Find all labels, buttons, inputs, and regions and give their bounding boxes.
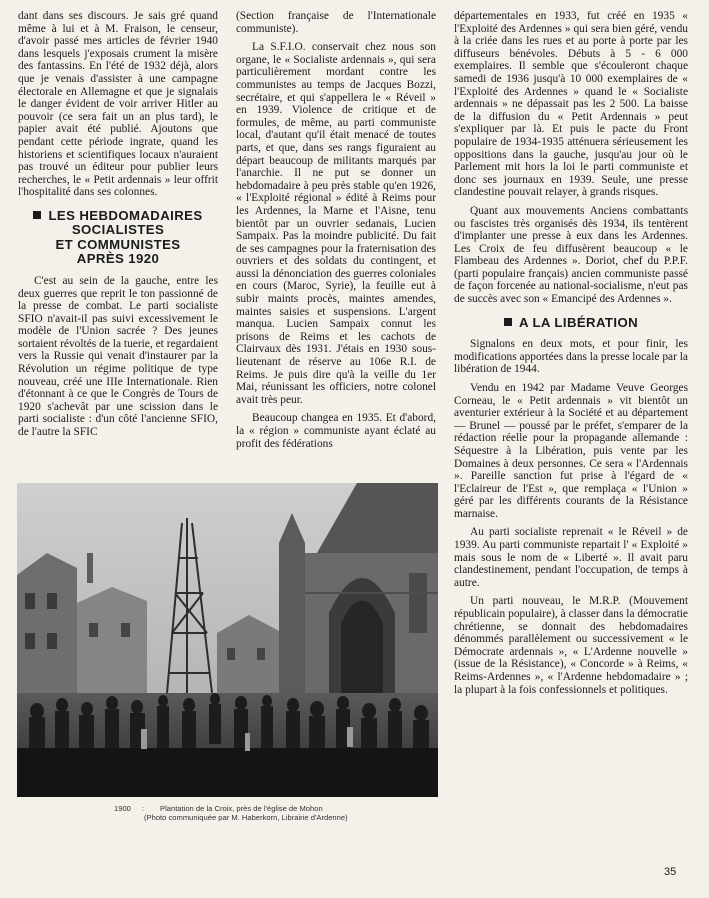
heading-line: LES HEBDOMADAIRES (48, 207, 203, 223)
caption-credit: (Photo communiquée par M. Haberkorn, Librairie d'Ardenne) (144, 813, 348, 822)
square-bullet-icon (33, 211, 41, 219)
caption-title: Plantation de la Croix, près de l'église de Mohon (160, 804, 323, 813)
caption-separator: : (142, 804, 145, 813)
paragraph: Beaucoup changea en 1935. Et d'abord, la « région » communiste ayant éclaté au profit des fédérations (236, 412, 436, 450)
paragraph: dant dans ses discours. Je sais gré quand même à lui et à M. Fraison, le censeur, d'avoir passé mes articles de février 1940 dans lesquels j'exposais crument la misère des fantassins. En l'été de 1932 déjà, alors que je venais d'assister à une campagne électorale en Allemagne et que je signalais le danger évident de voir arriver Hitler au pouvoir (ce sera fait un an plus tard), le papier avait été publié. Ajoutons que pendant cette période ingrate, quand les historiens et scientifiques locaux n'auraient pas trouvé un éditeur pour publier leurs recherches, le « Petit ardennais » leur offrit l'hospitalité dans ses colonnes. (18, 10, 218, 199)
heading-line: SOCIALISTES (71, 222, 165, 238)
paragraph: Vendu en 1942 par Madame Veuve Georges Corneau, le « Petit ardennais » vit bientôt un aventurier extérieur à la Société et au département — Brunel — poussé par le préfet, s'emparer de la rédaction réelle pour la propagande allemande : Séquestre à la Libération, puis vente par les Domaines à deux personnes. Ce sera « l'Ardennais ». Pareille sanction fut prise à l'égard de « l'Eclaireur de l'Est », que remplaça « l'Union » géré par les différents courants de la Résistance marnaise. (454, 381, 688, 520)
paragraph: Un parti nouveau, le M.R.P. (Mouvement républicain populaire), à classer dans la démocratie chrétienne, se donnait des hebdomadaires dénommés parallèlement ou successivement « le Démocrate ardennais », « L'Ardenne nouvelle » (issue de la Résistance), « Concorde » à Reims, « Reims-Ardennes », « l'Ardenne hebdomadaire » ; la plupart à la fois confessionnels et politiques. (454, 595, 688, 696)
column-3 (454, 10, 688, 702)
section-heading-hebdomadaires (18, 209, 218, 267)
heading-line: APRÈS 1920 (76, 251, 160, 267)
caption-year: 1900 (114, 804, 131, 813)
paragraph: C'est au sein de la gauche, entre les deux guerres que reprit le ton passionné de la presse de combat. Le parti socialiste SFIO n'avait-il pas suivi excessivement le modèle de l'Union sacrée ? Des jeunes sortaient révoltés de la tuerie, et regardaient vers la Russie qui venait d'instaurer par la Révolution un régime politique de type nouveau, créé une IIIe Internationale. Rien d'étonnant à ce que le Congrès de Tours de 1920 s'achevât par une scission dans le parti socialiste : d'un côté l'ancienne SFIO, de l'autre la SFIC (18, 274, 218, 439)
column-2 (236, 10, 436, 456)
paragraph: départementales en 1933, fut créé en 1935 « l'Exploité des Ardennes » qui sera bien géré, vendu à la criée dans les rues et au porte à porte par les diffuseurs bénévoles. Débuts à 5 - 6 000 exemplaires. Il semble que s'écouleront chaque samedi de 1936 jusqu'à 10 000 exemplaires de « l'Exploité des Ardennes » quand le « Socialiste ardennais » ne dépassait pas les 2 500. La baisse de la diffusion du « Petit Ardennais » peut s'expliquer par là. Et puis le pacte du Front populaire de 1934-1935 atténuera sérieusement les oppositions dans la gauche, jusqu'au jour où le Parlement mit hors la loi le parti communiste et donc ses journaux en 1939. Seule, une presse clandestine pouvait relayer, à grands risques. (454, 10, 688, 199)
historical-photo (17, 483, 438, 797)
paragraph: Au parti socialiste reprenait « le Réveil » de 1939. Au parti communiste repartait l' « Exploité » mais sous le nom de « Liberté ». Il avait paru clandestinement, pendant l'occupation, de temps à autre. (454, 526, 688, 589)
paragraph: La S.F.I.O. conservait chez nous son organe, le « Socialiste ardennais », qui sera particulièrement mordant contre les communistes au temps de Jacques Bozzi, secrétaire, et qui s'appellera le « Réveil » en 1939. Violence de critique et de formules, de même, au parti communiste local, d'autant qu'il était menacé de toutes parts, et que, dans ses rangs figuraient au départ beaucoup de militants marqués par l'anarchie. Il ne put se donner un hebdomadaire à peu près stable qu'en 1926, « l'Exploité régional » édité à Reims pour les Ardennes, la Marne et l'Aisne, tenu bientôt par un ouvrier sedanais, Lucien Sampaix. Pas la moindre publicité. Du fait de ses campagnes pour la fraternisation des ouvriers et des soldats du contingent, et aussi la dénonciation des guerres coloniales en cours (Maroc, Syrie), la feuille eut à subir maints procès, maintes amendes, maintes saisies et suspensions. L'argent manqua. Lucien Sampaix connut les prisons de Reims et les cachots de Clairvaux dès 1931. J'étais en 1930 sous-lieutenant de réserve au 106e R.I. de Reims. Je puis dire qu'à la veille du 1er Mai, réunissant les officiers, notre colonel avait très peur. (236, 41, 436, 406)
paragraph: Signalons en deux mots, et pour finir, les modifications apportées dans la presse locale par la libération de 1944. (454, 338, 688, 376)
square-bullet-icon (504, 318, 512, 326)
section-heading-liberation (454, 316, 688, 331)
heading-text: A LA LIBÉRATION (518, 314, 639, 330)
heading-line: ET COMMUNISTES (55, 236, 181, 252)
column-1 (18, 10, 218, 445)
paragraph: Quant aux mouvements Anciens combattants ou fascistes très organisés dès 1934, ils tentèrent d'implanter une presse à eux dans les Ardennes. Les Croix de feu diffusèrent beaucoup « le Flambeau des Ardennes ». Doriot, chef du P.P.F. (parti populaire français) ancien communiste passé de façon forcenée au national-socialisme, n'eut pas de succès avec son « Emancipé des Ardennes ». (454, 204, 688, 306)
page-number: 35 (664, 866, 677, 878)
paragraph: (Section française de l'Internationale communiste). (236, 10, 436, 35)
